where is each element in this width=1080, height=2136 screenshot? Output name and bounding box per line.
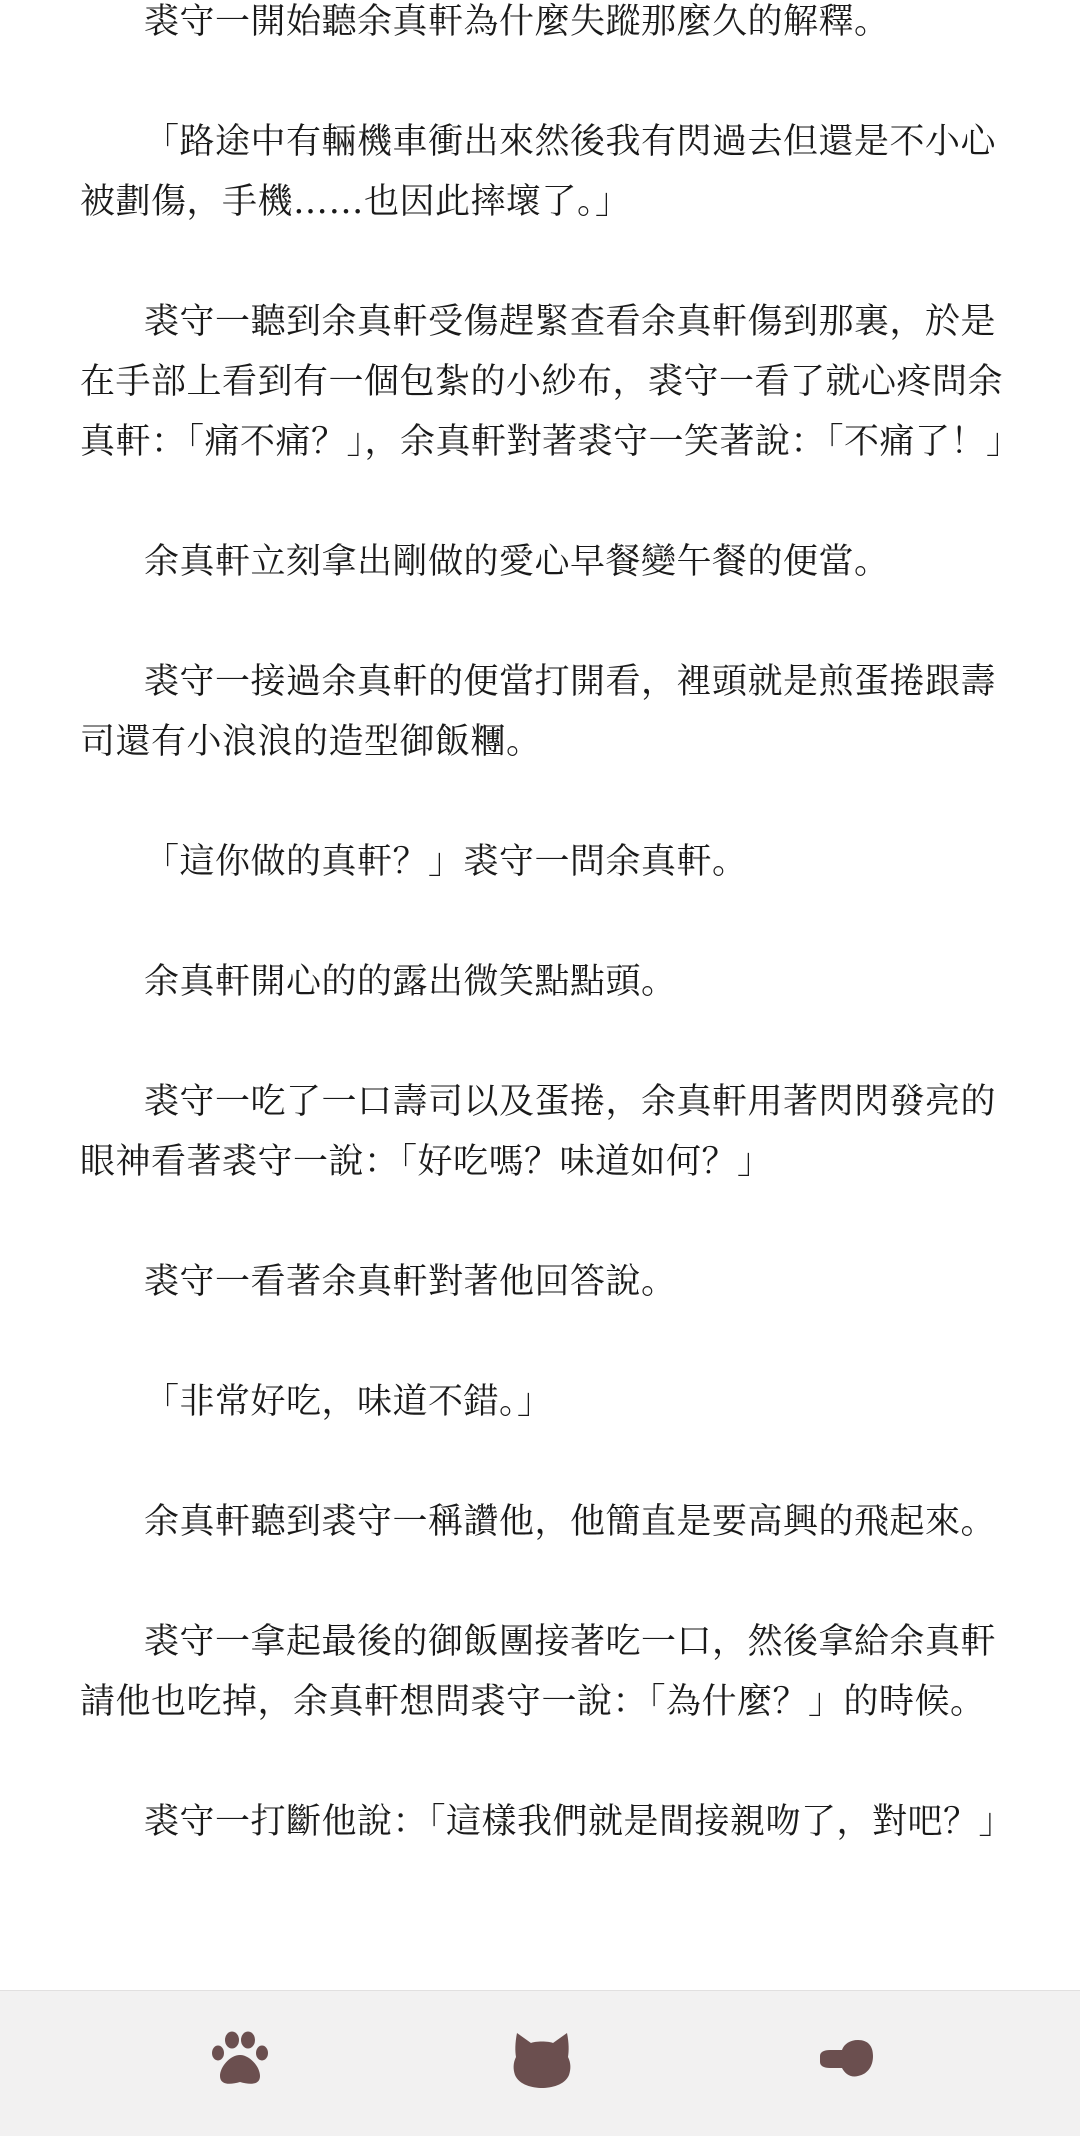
cat-head-icon — [511, 2029, 573, 2089]
paragraph: 余真軒立刻拿出剛做的愛心早餐變午餐的便當。 — [144, 542, 890, 582]
back-pointer-icon — [818, 2038, 874, 2080]
paragraph: 「路途中有輛機車衝出來然後我有閃過去但還是不小心被劃傷，手機……也因此摔壞了。」 — [80, 122, 997, 222]
paragraph: 裘守一吃了一口壽司以及蛋捲，余真軒用著閃閃發亮的眼神看著裘守一說：「好吃嗎？味道如何？」 — [80, 1082, 997, 1182]
paragraph: 余真軒聽到裘守一稱讚他，他簡直是要高興的飛起來。 — [144, 1502, 997, 1542]
paw-button[interactable] — [180, 2011, 300, 2107]
bottom-navigation-bar — [0, 1990, 1080, 2136]
cat-button[interactable] — [482, 2011, 602, 2107]
paw-icon — [210, 2031, 270, 2087]
paragraph: 裘守一看著余真軒對著他回答說。 — [144, 1262, 677, 1302]
paragraph: 裘守一打斷他說：「這樣我們就是間接親吻了，對吧？」 — [144, 1802, 1015, 1842]
paragraph: 「非常好吃，味道不錯。」 — [144, 1382, 553, 1422]
paragraph: 裘守一聽到余真軒受傷趕緊查看余真軒傷到那裏，於是在手部上看到有一個包紮的小紗布，裘守一看了就心疼問余真軒：「痛不痛？」，余真軒對著裘守一笑著說：「不痛了！」 — [80, 302, 1022, 462]
paragraph: 裘守一拿起最後的御飯團接著吃一口，然後拿給余真軒請他也吃掉，余真軒想問裘守一說：「為什麼？」的時候。 — [80, 1622, 997, 1722]
back-button[interactable] — [786, 2011, 906, 2107]
paragraph: 裘守一開始聽余真軒為什麼失蹤那麼久的解釋。 — [144, 2, 890, 42]
paragraph: 余真軒開心的的露出微笑點點頭。 — [144, 962, 677, 1002]
paragraph: 「這你做的真軒？」裘守一問余真軒。 — [144, 842, 748, 882]
paragraph: 裘守一接過余真軒的便當打開看，裡頭就是煎蛋捲跟壽司還有小浪浪的造型御飯糰。 — [80, 662, 997, 762]
story-content — [80, 0, 1022, 1912]
